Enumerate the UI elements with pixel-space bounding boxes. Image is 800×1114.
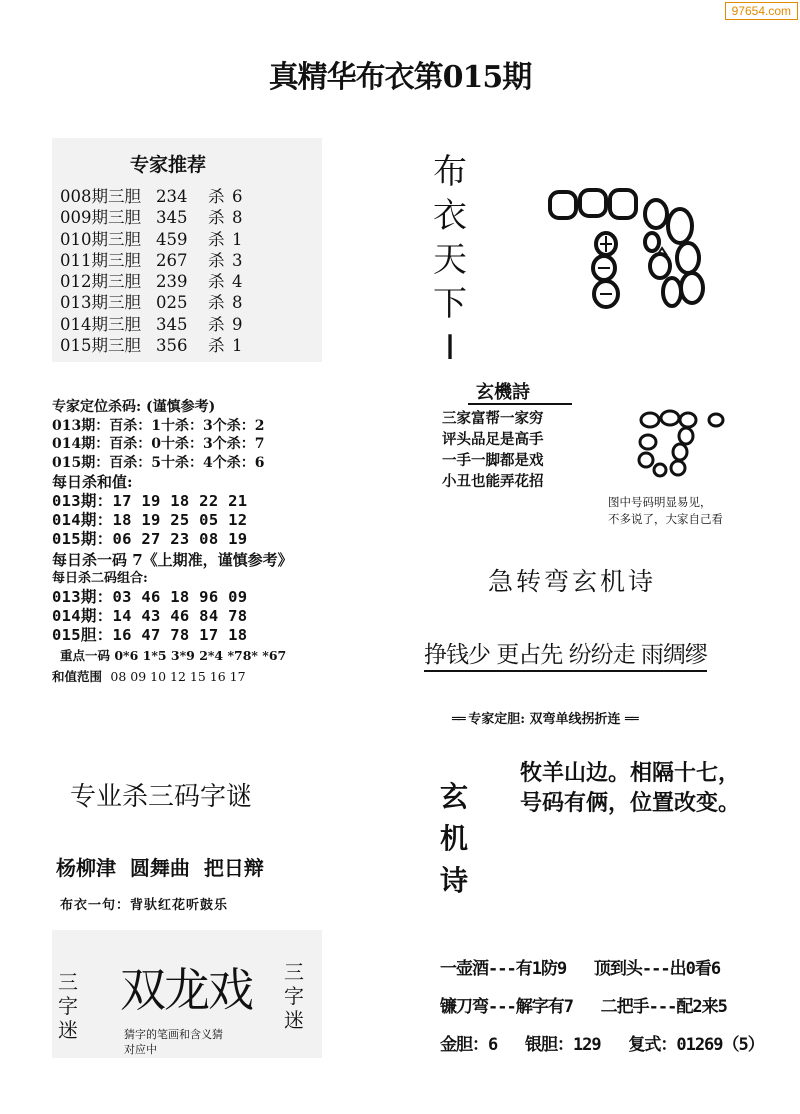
expert-nums: 234 [156, 187, 188, 206]
xuanji-heading: 玄機詩 [476, 382, 530, 403]
expert-row [60, 271, 243, 292]
xuanji-rule [468, 403, 572, 405]
bottom-lines [440, 950, 764, 1064]
buyi-vertical [430, 150, 470, 370]
riddle-side-left [58, 970, 78, 1042]
xuanji-line: 评头品足是高手 [442, 431, 544, 448]
buyi-char: 衣 [433, 196, 467, 236]
expert-kill: 6 [232, 187, 243, 206]
riddle-hint1: 猜字的笔画和含义猜 [124, 1028, 223, 1041]
key-code: 重点一码 0*6 1*5 3*9 2*4 *78* *67 [60, 648, 287, 664]
expert-row [60, 207, 243, 228]
riddle-side-char: 字 [58, 994, 78, 1018]
sum-range [52, 668, 322, 687]
riddle-buyi-line: 布衣一句：背驮红花听鼓乐 [60, 898, 229, 913]
expert-panel [52, 138, 322, 362]
expert-kill: 9 [232, 314, 243, 334]
xuanji2-char: 玄 [440, 780, 469, 813]
daily-two-row: 014期：14 43 46 84 78 [52, 607, 248, 626]
expert-nums: 267 [156, 250, 188, 270]
expert-kill: 4 [232, 272, 243, 292]
xuanji2-vertical [440, 776, 468, 902]
position-kill-row: 015期：百杀：5十杀：4个杀：6 [52, 454, 265, 471]
expert-row [60, 314, 243, 335]
expert-nums: 459 [156, 229, 188, 249]
expert-period: 008期三胆 [60, 187, 141, 206]
daily-two-heading: 每日杀二码组合: [52, 570, 148, 586]
expert-kill-label: 杀 [208, 187, 225, 206]
daily-sum-row: 013期：17 19 18 22 21 [52, 491, 248, 510]
xuanji2-char: 诗 [440, 864, 469, 897]
bottom-line: 一壶酒---有1防9 顶到头---出0看6 [440, 959, 721, 979]
riddle-line: 杨柳津 圆舞曲 把日辩 [56, 856, 264, 880]
expert-nums: 345 [156, 314, 188, 334]
riddle-side-char: 迷 [58, 1018, 78, 1042]
position-kill-heading: 专家定位杀码: (谨慎参考) [52, 399, 216, 415]
xuanji-lines [442, 408, 544, 492]
daily-two-row: 015胆：16 47 78 17 18 [52, 626, 248, 645]
expert-kill-label: 杀 [208, 314, 225, 334]
riddle-side-char: 字 [284, 984, 304, 1008]
riddle-side-char: 三 [284, 960, 304, 984]
buyi-char: I [444, 328, 456, 368]
expert-period: 015期三胆 [60, 336, 141, 356]
expert-nums: 239 [156, 272, 188, 292]
expert-dan: 专家定胆: 双弯单线拐折连 [468, 712, 621, 727]
expert-list [60, 186, 243, 356]
jizhuan-verse: 挣钱少 更占先 纷纷走 雨绸缪 [424, 636, 707, 672]
expert-dan-line: ══ 专家定胆: 双弯单线拐折连 ══ [452, 712, 637, 727]
riddle-big: 双龙戏 [120, 963, 252, 1017]
buyi-char: 天 [433, 240, 467, 280]
xuanji2-line: 号码有俩，位置改变。 [520, 790, 741, 816]
expert-row [60, 335, 243, 356]
expert-heading: 专家推荐 [130, 154, 207, 176]
jizhuan-heading: 急转弯玄机诗 [488, 567, 657, 596]
expert-row [60, 292, 243, 313]
daily-sum-heading: 每日杀和值: [52, 473, 133, 492]
expert-period: 010期三胆 [60, 229, 141, 249]
expert-kill-label: 杀 [208, 336, 225, 356]
daily-sum-row: 015期：06 27 23 08 19 [52, 529, 248, 548]
buyi-char: 布 [433, 152, 467, 192]
expert-row [60, 229, 243, 250]
expert-kill: 1 [232, 229, 243, 249]
expert-period: 009期三胆 [60, 208, 141, 228]
riddle-heading: 专业杀三码字谜 [70, 782, 253, 812]
expert-kill-label: 杀 [208, 229, 225, 249]
bottom-line: 镰刀弯---解字有7 二把手---配2来5 [440, 997, 727, 1017]
xuanji2-line: 牧羊山边。相隔十七， [520, 760, 741, 786]
number-chain-diagram [540, 180, 730, 330]
position-kill-row: 013期：百杀：1十杀：3个杀：2 [52, 417, 265, 434]
expert-kill: 8 [232, 293, 243, 313]
expert-row [60, 250, 243, 271]
expert-kill: 8 [232, 208, 243, 228]
riddle-box [52, 930, 322, 1058]
xuanji-note [608, 494, 723, 528]
daily-one-code: 每日杀一码 7《上期准，谨慎参考》 [52, 550, 293, 569]
bottom-line: 金胆：6 银胆：129 复式：01269（5） [440, 1035, 764, 1055]
xuanji2-char: 机 [440, 822, 469, 855]
riddle-side-right [284, 960, 304, 1032]
riddle-side-char: 迷 [284, 1008, 304, 1032]
position-kill-row: 014期：百杀：0十杀：3个杀：7 [52, 436, 265, 453]
expert-kill-label: 杀 [208, 293, 225, 313]
page-title: 真精华布衣第015期 [268, 60, 532, 95]
site-watermark: 97654.com [725, 2, 798, 20]
xuanji-line: 小丑也能弄花招 [442, 473, 544, 490]
expert-period: 014期三胆 [60, 314, 141, 334]
small-chain-diagram [630, 408, 740, 478]
xuanji-line: 一手一脚都是戏 [442, 452, 544, 469]
xuanji-panel [430, 370, 790, 530]
sum-range-label: 和值范围 [52, 668, 103, 684]
xuanji-line: 三家富帮一家穷 [442, 410, 544, 427]
expert-kill-label: 杀 [208, 208, 225, 228]
daily-sum-row: 014期：18 19 25 05 12 [52, 510, 248, 529]
expert-kill: 3 [232, 250, 243, 270]
riddle-side-char: 三 [58, 970, 78, 994]
expert-period: 013期三胆 [60, 293, 141, 313]
expert-nums: 345 [156, 208, 188, 228]
riddle-hint2: 对应中 [124, 1043, 157, 1056]
expert-row [60, 186, 243, 207]
xuanji-note-line: 图中号码明显易见， [608, 495, 712, 509]
expert-period: 012期三胆 [60, 272, 141, 292]
expert-nums: 025 [156, 293, 188, 313]
xuanji2-lines [520, 758, 740, 818]
expert-kill-label: 杀 [208, 250, 225, 270]
daily-two-row: 013期：03 46 18 96 09 [52, 588, 248, 607]
buyi-char: 下 [433, 284, 467, 324]
sum-range-values: 08 09 10 12 15 16 17 [110, 668, 246, 684]
kill-panel [52, 398, 322, 698]
expert-kill-label: 杀 [208, 272, 225, 292]
expert-period: 011期三胆 [60, 250, 141, 270]
expert-kill: 1 [232, 336, 243, 356]
xuanji-note-line: 不多说了，大家自己看 [608, 512, 723, 526]
expert-nums: 356 [156, 336, 188, 356]
